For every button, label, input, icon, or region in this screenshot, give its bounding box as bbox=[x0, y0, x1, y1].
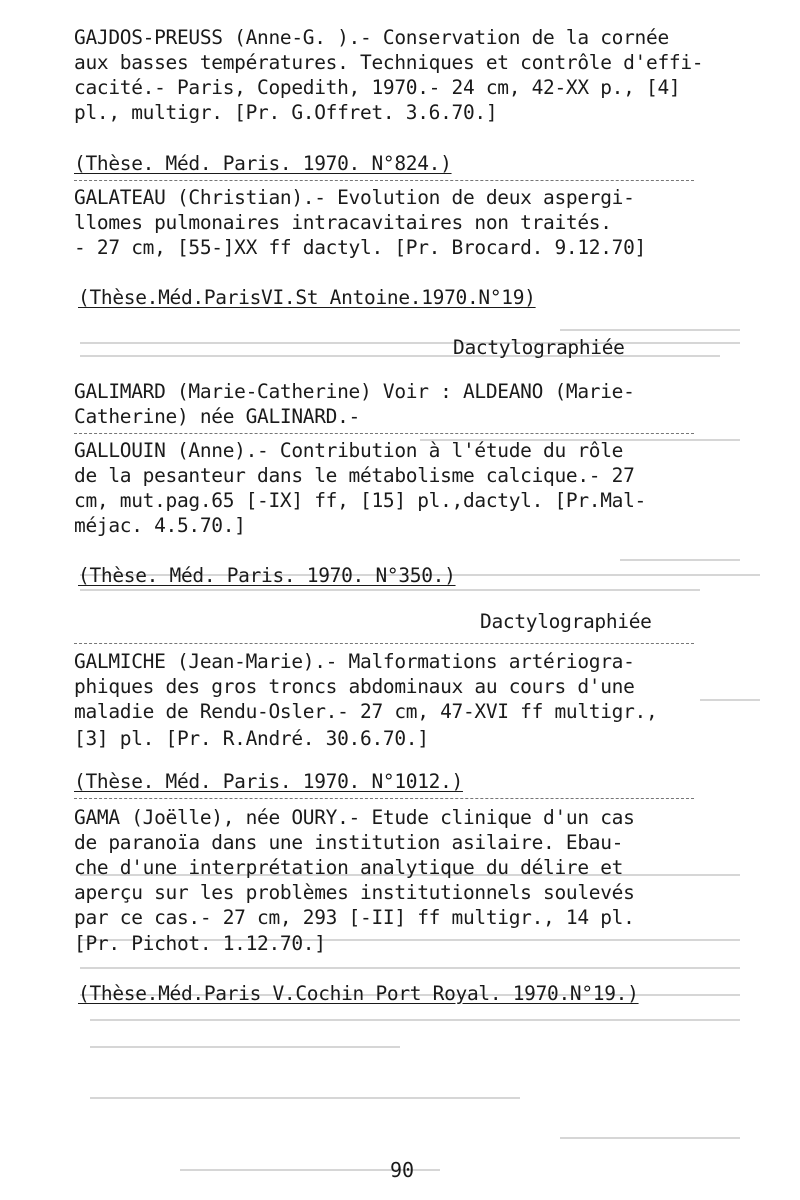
entry-line: aperçu sur les problèmes institutionnels soulevés bbox=[74, 881, 635, 904]
entry-line: GAMA (Joëlle), née OURY.- Etude clinique d'un cas bbox=[74, 806, 635, 829]
entry-line: - 27 cm, [55-]XX ff dactyl. [Pr. Brocard. 9.12.70] bbox=[74, 236, 647, 259]
entry-line: GALIMARD (Marie-Catherine) Voir : ALDEANO (Marie- bbox=[74, 380, 635, 403]
entry-line: GALLOUIN (Anne).- Contribution à l'étude du rôle bbox=[74, 439, 624, 462]
entry-line: de paranoïa dans une institution asilaire. Ebau- bbox=[74, 831, 624, 854]
entry-line: cacité.- Paris, Copedith, 1970.- 24 cm, 42-XX p., [4] bbox=[74, 76, 681, 99]
entry-line: maladie de Rendu-Osler.- 27 cm, 47-XVI ff multigr., bbox=[74, 700, 658, 723]
format-note: Dactylographiée bbox=[453, 336, 625, 359]
entry-line: che d'une interprétation analytique du délire et bbox=[74, 856, 624, 879]
entry-line: [Pr. Pichot. 1.12.70.] bbox=[74, 932, 326, 955]
entry-line: de la pesanteur dans le métabolisme calcique.- 27 bbox=[74, 464, 635, 487]
entry-line: par ce cas.- 27 cm, 293 [-II] ff multigr., 14 pl. bbox=[74, 906, 635, 929]
entry-line: Catherine) née GALINARD.- bbox=[74, 405, 361, 428]
entry-line: pl., multigr. [Pr. G.Offret. 3.6.70.] bbox=[74, 101, 498, 124]
thesis-reference: (Thèse.Méd.Paris V.Cochin Port Royal. 1970.N°19.) bbox=[78, 982, 639, 1005]
entry-divider bbox=[74, 433, 694, 434]
entry-line: llomes pulmonaires intracavitaires non traités. bbox=[74, 211, 612, 234]
entry-divider bbox=[74, 180, 694, 181]
entry-divider bbox=[74, 643, 694, 644]
thesis-reference: (Thèse.Méd.ParisVI.St Antoine.1970.N°19) bbox=[78, 286, 536, 309]
format-note: Dactylographiée bbox=[480, 610, 652, 633]
entry-line: méjac. 4.5.70.] bbox=[74, 514, 246, 537]
page-number: 90 bbox=[390, 1158, 415, 1182]
entry-line: GALATEAU (Christian).- Evolution de deux aspergi- bbox=[74, 186, 635, 209]
thesis-reference: (Thèse. Méd. Paris. 1970. N°350.) bbox=[78, 564, 456, 587]
entry-line: [3] pl. [Pr. R.André. 30.6.70.] bbox=[74, 727, 429, 750]
entry-line: cm, mut.pag.65 [-IX] ff, [15] pl.,dactyl. [Pr.Mal- bbox=[74, 489, 647, 512]
thesis-reference: (Thèse. Méd. Paris. 1970. N°1012.) bbox=[74, 770, 463, 793]
entry-divider bbox=[74, 798, 694, 799]
entry-line: GAJDOS-PREUSS (Anne-G. ).- Conservation de la cornée bbox=[74, 26, 669, 49]
entry-line: aux basses températures. Techniques et contrôle d'effi- bbox=[74, 51, 704, 74]
entry-line: GALMICHE (Jean-Marie).- Malformations artériogra- bbox=[74, 650, 635, 673]
thesis-reference: (Thèse. Méd. Paris. 1970. N°824.) bbox=[74, 152, 452, 175]
entry-line: phiques des gros troncs abdominaux au cours d'une bbox=[74, 675, 635, 698]
